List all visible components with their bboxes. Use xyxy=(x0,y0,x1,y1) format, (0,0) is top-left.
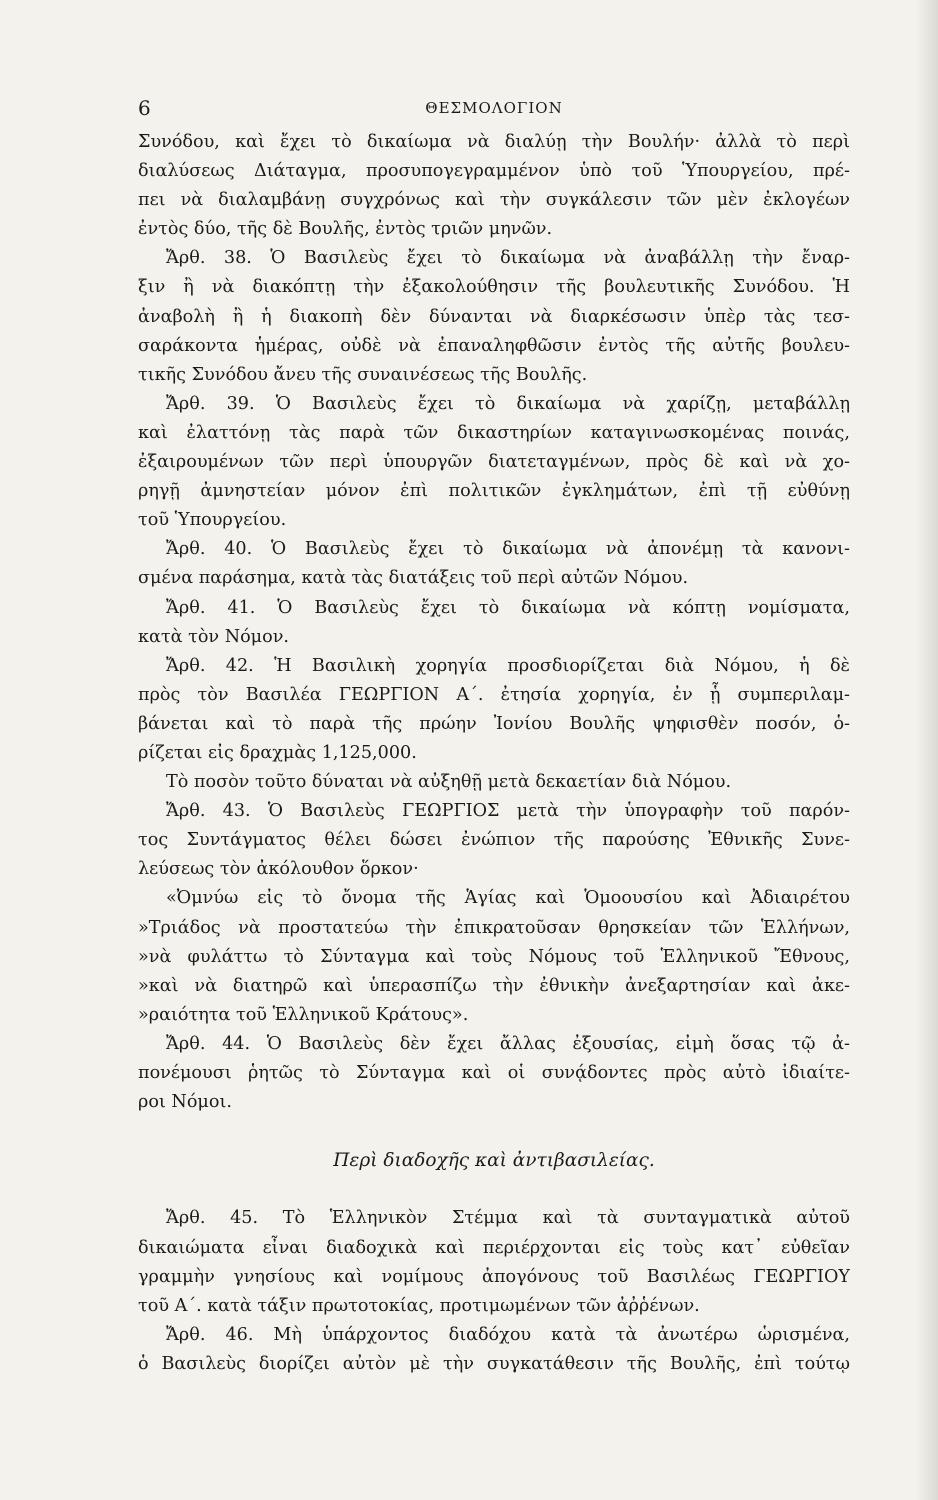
oath-line: »Τριάδος νὰ προστατεύω τὴν ἐπικρατοῦσαν θρησκείαν τῶν Ἑλλήνων, xyxy=(138,917,850,938)
section-spacer xyxy=(138,1175,850,1204)
text-line: τος Συντάγματος θέλει δώσει ἐνώπιον τῆς παρούσης Ἐθνικῆς Συνε- xyxy=(138,830,850,851)
text-line: ἀναβολὴ ἢ ἡ διακοπὴ δὲν δύνανται νὰ διαρκέσωσιν ὑπὲρ τὰς τεσ- xyxy=(138,306,850,327)
article-38-line: Ἄρθ. 38. Ὁ Βασιλεὺς ἔχει τὸ δικαίωμα νὰ ἀναβάλλῃ τὴν ἔναρ- xyxy=(166,248,850,269)
article-41-line: Ἄρθ. 41. Ὁ Βασιλεὺς ἔχει τὸ δικαίωμα νὰ κόπτῃ νομίσματα, xyxy=(166,597,850,618)
text-line: ἐντὸς δύο, τῆς δὲ Βουλῆς, ἐντὸς τριῶν μηνῶν. xyxy=(138,219,553,240)
text-line: καὶ ἐλαττόνῃ τὰς παρὰ τῶν δικαστηρίων καταγινωσκομένας ποινάς, xyxy=(138,422,850,443)
text-line: γραμμὴν γνησίους καὶ νομίμους ἀπογόνους τοῦ Βασιλέως ΓΕΩΡΓΙΟΥ xyxy=(138,1266,850,1287)
text-line: ροι Νόμοι. xyxy=(138,1092,232,1113)
text-line: πρὸς τὸν Βασιλέα ΓΕΩΡΓΙΟΝ Α΄. ἐτησία χορηγία, ἐν ᾗ συμπεριλαμ- xyxy=(138,684,850,705)
article-46-line: Ἄρθ. 46. Μὴ ὑπάρχοντος διαδόχου κατὰ τὰ ἀνωτέρω ὡρισμένα, xyxy=(166,1324,850,1345)
text-line: Συνόδου, καὶ ἔχει τὸ δικαίωμα νὰ διαλύῃ τὴν Βουλήν· ἀλλὰ τὸ περὶ xyxy=(138,132,850,152)
oath-line: »ραιότητα τοῦ Ἑλληνικοῦ Κράτους». xyxy=(138,1004,469,1025)
text-line: λεύσεως τὸν ἀκόλουθον ὅρκον· xyxy=(138,859,419,880)
article-40-line: Ἄρθ. 40. Ὁ Βασιλεὺς ἔχει τὸ δικαίωμα νὰ ἀπονέμῃ τὰ κανονι- xyxy=(166,539,850,560)
text-line: ὁ Βασιλεὺς διορίζει αὐτὸν μὲ τὴν συγκατάθεσιν τῆς Βουλῆς, ἐπὶ τούτῳ xyxy=(138,1353,850,1374)
oath-line: »καὶ νὰ διατηρῶ καὶ ὑπερασπίζω τὴν ἐθνικὴν ἀνεξαρτησίαν καὶ ἀκε- xyxy=(138,975,850,996)
article-45-line: Ἄρθ. 45. Τὸ Ἑλληνικὸν Στέμμα καὶ τὰ συνταγματικὰ αὐτοῦ xyxy=(166,1208,850,1229)
page-number: 6 xyxy=(138,96,151,120)
section-spacer xyxy=(138,1117,850,1146)
text-line: ρηγῇ ἀμνηστείαν μόνον ἐπὶ πολιτικῶν ἐγκλημάτων, ἐπὶ τῇ εὐθύνῃ xyxy=(138,481,850,502)
text-line: Τὸ ποσὸν τοῦτο δύναται νὰ αὐξηθῇ μετὰ δεκαετίαν διὰ Νόμου. xyxy=(166,772,732,793)
article-43-line: Ἄρθ. 43. Ὁ Βασιλεὺς ΓΕΩΡΓΙΟΣ μετὰ τὴν ὑπογραφὴν τοῦ παρόν- xyxy=(166,801,850,822)
text-line: σαράκοντα ἡμέρας, οὐδὲ νὰ ἐπαναληφθῶσιν ἐντὸς τῆς αὐτῆς βουλευ- xyxy=(138,335,850,356)
oath-line: «Ὀμνύω εἰς τὸ ὄνομα τῆς Ἁγίας καὶ Ὁμοουσίου καὶ Ἀδιαιρέτου xyxy=(166,888,850,909)
text-line: δικαιώματα εἶναι διαδοχικὰ καὶ περιέρχονται εἰς τοὺς κατ᾽ εὐθεῖαν xyxy=(138,1237,850,1258)
article-39-line: Ἄρθ. 39. Ὁ Βασιλεὺς ἔχει τὸ δικαίωμα νὰ χαρίζῃ, μεταβάλλῃ xyxy=(166,393,850,414)
article-44-line: Ἄρθ. 44. Ὁ Βασιλεὺς δὲν ἔχει ἄλλας ἐξουσίας, εἰμὴ ὅσας τῷ ἀ- xyxy=(166,1033,850,1054)
text-line: ξιν ἢ νὰ διακόπτῃ τὴν ἐξακολούθησιν τῆς βουλευτικῆς Συνόδου. Ἡ xyxy=(138,277,850,298)
oath-line: »νὰ φυλάττω τὸ Σύνταγμα καὶ τοὺς Νόμους τοῦ Ἑλληνικοῦ Ἔθνους, xyxy=(138,946,850,967)
body-text xyxy=(138,128,850,1379)
text-line: κατὰ τὸν Νόμον. xyxy=(138,626,289,647)
text-line: τοῦ Α΄. κατὰ τάξιν πρωτοτοκίας, προτιμωμένων τῶν ἀῤῥένων. xyxy=(138,1295,700,1316)
text-line: ρίζεται εἰς δραχμὰς 1,125,000. xyxy=(138,742,417,763)
section-heading: Περὶ διαδοχῆς καὶ ἀντιβασιλείας. xyxy=(333,1150,655,1172)
running-title: ΘΕΣΜΟΛΟΓΙΟΝ xyxy=(425,99,563,117)
text-line: βάνεται καὶ τὸ παρὰ τῆς πρώην Ἰονίου Βουλῆς ψηφισθὲν ποσόν, ὁ- xyxy=(138,713,850,734)
running-head xyxy=(138,96,850,126)
text-line: τικῆς Συνόδου ἄνευ τῆς συναινέσεως τῆς Βουλῆς. xyxy=(138,364,588,385)
text-line: τοῦ Ὑπουργείου. xyxy=(138,510,287,531)
text-line: ἐξαιρουμένων τῶν περὶ ὑπουργῶν διατεταγμένων, πρὸς δὲ καὶ νὰ χο- xyxy=(138,452,850,473)
text-line: πονέμουσι ῥητῶς τὸ Σύνταγμα καὶ οἱ συνᾴδοντες πρὸς αὐτὸ ἰδιαίτε- xyxy=(138,1063,850,1083)
text-line: πει νὰ διαλαμβάνῃ συγχρόνως καὶ τὴν συγκάλεσιν τῶν μὲν ἐκλογέων xyxy=(138,190,850,211)
text-line: διαλύσεως Διάταγμα, προσυπογεγραμμένον ὑπὸ τοῦ Ὑπουργείου, πρέ- xyxy=(138,161,850,182)
article-42-line: Ἄρθ. 42. Ἡ Βασιλικὴ χορηγία προσδιορίζεται διὰ Νόμου, ἡ δὲ xyxy=(166,655,850,676)
text-line: σμένα παράσημα, κατὰ τὰς διατάξεις τοῦ περὶ αὐτῶν Νόμου. xyxy=(138,568,689,589)
